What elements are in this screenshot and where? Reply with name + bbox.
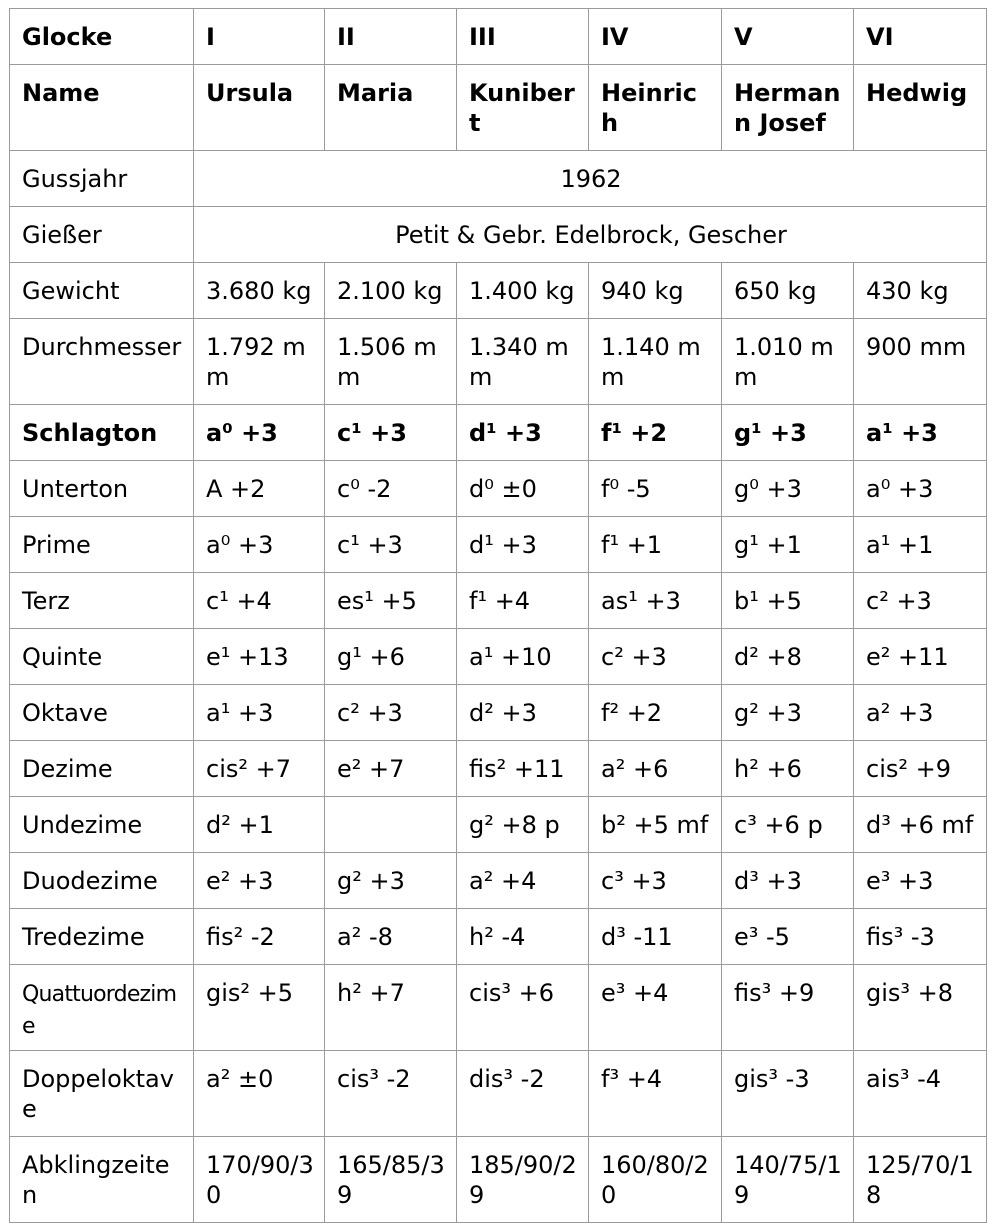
table-row <box>10 151 987 207</box>
table-cell: cis³ +6 <box>457 965 589 1051</box>
table-cell: 185/90/29 <box>457 1137 589 1223</box>
table-row <box>10 909 987 965</box>
table-cell: d³ +6 mf <box>854 797 987 853</box>
table-cell: 140/75/19 <box>722 1137 854 1223</box>
table-cell: IV <box>589 9 722 65</box>
table-cell: fis³ +9 <box>722 965 854 1051</box>
table-cell: 1.140 mm <box>589 319 722 405</box>
row-label: Duodezime <box>10 853 194 909</box>
table-cell: V <box>722 9 854 65</box>
table-cell: a² +3 <box>854 685 987 741</box>
table-cell: f² +2 <box>589 685 722 741</box>
table-cell: Maria <box>325 65 457 151</box>
table-cell: gis³ +8 <box>854 965 987 1051</box>
table-cell: d² +8 <box>722 629 854 685</box>
table-cell: d¹ +3 <box>457 405 589 461</box>
row-label: Glocke <box>10 9 194 65</box>
table-row <box>10 741 987 797</box>
table-cell: d⁰ ±0 <box>457 461 589 517</box>
table-cell: fis³ -3 <box>854 909 987 965</box>
table-cell: c⁰ -2 <box>325 461 457 517</box>
table-cell: c² +3 <box>854 573 987 629</box>
table-cell: c² +3 <box>325 685 457 741</box>
bell-data-table <box>9 8 987 1223</box>
table-cell: A +2 <box>194 461 325 517</box>
table-cell: cis² +9 <box>854 741 987 797</box>
row-label: Prime <box>10 517 194 573</box>
table-cell: g² +3 <box>722 685 854 741</box>
table-row <box>10 685 987 741</box>
table-cell: a¹ +3 <box>194 685 325 741</box>
table-cell: 170/90/30 <box>194 1137 325 1223</box>
row-label: Name <box>10 65 194 151</box>
table-cell: g¹ +3 <box>722 405 854 461</box>
table-cell: g² +3 <box>325 853 457 909</box>
table-cell: gis³ -3 <box>722 1051 854 1137</box>
table-cell: Hedwig <box>854 65 987 151</box>
table-cell: d² +1 <box>194 797 325 853</box>
table-cell: dis³ -2 <box>457 1051 589 1137</box>
table-row <box>10 797 987 853</box>
table-cell: cis² +7 <box>194 741 325 797</box>
table-cell: e³ -5 <box>722 909 854 965</box>
table-cell: b¹ +5 <box>722 573 854 629</box>
table-cell: g² +8 p <box>457 797 589 853</box>
table-cell: ais³ -4 <box>854 1051 987 1137</box>
table-cell: g¹ +6 <box>325 629 457 685</box>
table-cell: 900 mm <box>854 319 987 405</box>
table-cell: Heinrich <box>589 65 722 151</box>
table-cell: 125/70/18 <box>854 1137 987 1223</box>
table-cell: Ursula <box>194 65 325 151</box>
table-cell: b² +5 mf <box>589 797 722 853</box>
table-cell: f¹ +4 <box>457 573 589 629</box>
table-cell: 1.010 mm <box>722 319 854 405</box>
table-cell: 1.340 mm <box>457 319 589 405</box>
row-label: Unterton <box>10 461 194 517</box>
table-cell: 160/80/20 <box>589 1137 722 1223</box>
table-cell: III <box>457 9 589 65</box>
table-cell-merged: 1962 <box>194 151 987 207</box>
row-label: Durchmesser <box>10 319 194 405</box>
table-cell: fis² +11 <box>457 741 589 797</box>
table-cell: 430 kg <box>854 263 987 319</box>
table-cell: g¹ +1 <box>722 517 854 573</box>
table-cell: 2.100 kg <box>325 263 457 319</box>
row-label: Doppeloktave <box>10 1051 194 1137</box>
table-cell: c¹ +4 <box>194 573 325 629</box>
table-cell: d² +3 <box>457 685 589 741</box>
table-cell: f⁰ -5 <box>589 461 722 517</box>
table-cell-merged: Petit & Gebr. Edelbrock, Gescher <box>194 207 987 263</box>
table-cell: e¹ +13 <box>194 629 325 685</box>
table-row <box>10 207 987 263</box>
table-cell: gis² +5 <box>194 965 325 1051</box>
row-label: Dezime <box>10 741 194 797</box>
table-cell: cis³ -2 <box>325 1051 457 1137</box>
table-cell: g⁰ +3 <box>722 461 854 517</box>
table-row <box>10 461 987 517</box>
table-cell: II <box>325 9 457 65</box>
table-cell: f¹ +2 <box>589 405 722 461</box>
table-cell: e² +11 <box>854 629 987 685</box>
table-cell: 3.680 kg <box>194 263 325 319</box>
table-row <box>10 9 987 65</box>
table-row <box>10 629 987 685</box>
table-cell: 1.792 mm <box>194 319 325 405</box>
table-cell: as¹ +3 <box>589 573 722 629</box>
table-cell: 1.400 kg <box>457 263 589 319</box>
table-row <box>10 853 987 909</box>
table-cell: d³ +3 <box>722 853 854 909</box>
table-cell: h² -4 <box>457 909 589 965</box>
table-cell: fis² -2 <box>194 909 325 965</box>
row-label: Quinte <box>10 629 194 685</box>
row-label: Tredezime <box>10 909 194 965</box>
table-cell: 650 kg <box>722 263 854 319</box>
table-cell: VI <box>854 9 987 65</box>
table-row <box>10 405 987 461</box>
row-label: Abklingzeiten <box>10 1137 194 1223</box>
row-label: Undezime <box>10 797 194 853</box>
table-cell: a¹ +10 <box>457 629 589 685</box>
table-cell: c² +3 <box>589 629 722 685</box>
table-row <box>10 65 987 151</box>
table-cell: a² +4 <box>457 853 589 909</box>
table-cell: es¹ +5 <box>325 573 457 629</box>
table-cell: 940 kg <box>589 263 722 319</box>
table-cell: c¹ +3 <box>325 405 457 461</box>
table-row <box>10 965 987 1051</box>
row-label-text: Quattuordezime <box>22 982 177 1039</box>
table-cell: f³ +4 <box>589 1051 722 1137</box>
table-cell: e² +7 <box>325 741 457 797</box>
row-label: Terz <box>10 573 194 629</box>
row-label: Gewicht <box>10 263 194 319</box>
table-row <box>10 1051 987 1137</box>
table-cell <box>325 797 457 853</box>
table-cell: I <box>194 9 325 65</box>
table-cell: c³ +3 <box>589 853 722 909</box>
table-cell: c¹ +3 <box>325 517 457 573</box>
row-label: Oktave <box>10 685 194 741</box>
table-cell: a¹ +3 <box>854 405 987 461</box>
table-row <box>10 573 987 629</box>
table-cell: c³ +6 p <box>722 797 854 853</box>
row-label: Schlagton <box>10 405 194 461</box>
table-row <box>10 319 987 405</box>
table-cell: a¹ +1 <box>854 517 987 573</box>
table-cell: a⁰ +3 <box>194 517 325 573</box>
row-label: Gießer <box>10 207 194 263</box>
table-cell: d¹ +3 <box>457 517 589 573</box>
table-cell: a⁰ +3 <box>194 405 325 461</box>
table-cell: h² +7 <box>325 965 457 1051</box>
table-cell: a² -8 <box>325 909 457 965</box>
row-label <box>10 965 194 1051</box>
table-cell: f¹ +1 <box>589 517 722 573</box>
table-cell: a⁰ +3 <box>854 461 987 517</box>
table-cell: e² +3 <box>194 853 325 909</box>
table-cell: a² ±0 <box>194 1051 325 1137</box>
table-cell: e³ +4 <box>589 965 722 1051</box>
table-cell: Hermann Josef <box>722 65 854 151</box>
row-label: Gussjahr <box>10 151 194 207</box>
table-cell: h² +6 <box>722 741 854 797</box>
table-row <box>10 1137 987 1223</box>
table-cell: 1.506 mm <box>325 319 457 405</box>
table-row <box>10 517 987 573</box>
table-cell: d³ -11 <box>589 909 722 965</box>
table-row <box>10 263 987 319</box>
table-cell: a² +6 <box>589 741 722 797</box>
table-cell: e³ +3 <box>854 853 987 909</box>
table-cell: 165/85/39 <box>325 1137 457 1223</box>
table-cell: Kunibert <box>457 65 589 151</box>
